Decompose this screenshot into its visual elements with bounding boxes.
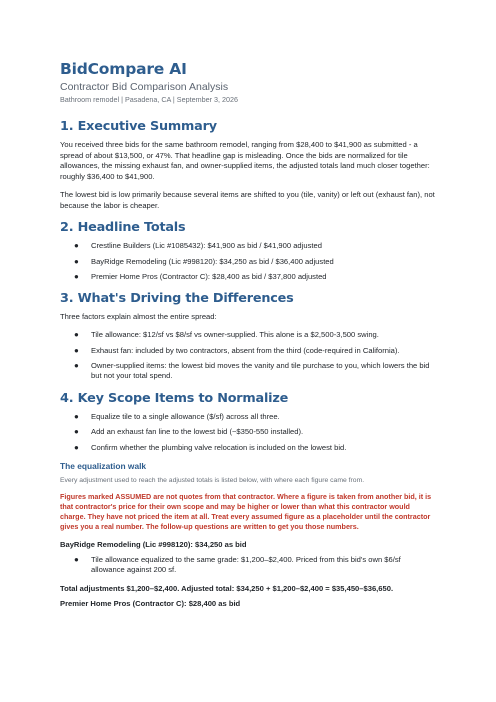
list-item-text: Add an exhaust fan line to the lowest bid (~$350-550 installed).	[91, 427, 304, 437]
walk-list	[60, 555, 436, 576]
brand-title: BidCompare AI	[60, 60, 187, 78]
list-item-text: Premier Home Pros (Contractor C): $28,400 as bid / $37,800 adjusted	[91, 272, 327, 282]
report-meta: Bathroom remodel | Pasadena, CA | September 3, 2026	[60, 95, 238, 104]
list-item-text: Confirm whether the plumbing valve relocation is included on the lowest bid.	[91, 442, 347, 452]
section-headline-totals	[60, 220, 436, 282]
list-item-text: Owner-supplied items: the lowest bid moves the vanity and tile purchase to you, which lowers the bid but not your total spend.	[91, 360, 430, 381]
bullet-icon: ●	[74, 360, 79, 370]
bullet-icon: ●	[74, 330, 79, 340]
list-item-text: BayRidge Remodeling (Lic #998120): $34,250 as bid / $36,400 adjusted	[91, 256, 334, 266]
walk-contractor-title: BayRidge Remodeling (Lic #998120): $34,250 as bid	[60, 539, 247, 549]
bullet-icon: ●	[74, 442, 79, 452]
section-heading: 3. What's Driving the Differences	[60, 291, 294, 307]
list-item	[60, 272, 436, 282]
summary-paragraph: The lowest bid is low primarily because several items are shifted to you (tile, vanity) or left out (exhaust fan), not because the labor is cheaper.	[60, 189, 435, 210]
walk-contractor-title: Premier Home Pros (Contractor C): $28,400 as bid	[60, 598, 241, 608]
normalize-list	[60, 412, 436, 453]
section-heading: 2. Headline Totals	[60, 220, 186, 236]
assumed-warning: Figures marked ASSUMED are not quotes from that contractor. Where a figure is taken from another bid, it is that contractor's price for their own scope and may be higher or lower than what this contractor would charge. They have not priced the item at all. Treat every assumed figure as a placeholder until the contractor gives you a real number. The follow-up questions are written to get you those numbers.	[60, 491, 432, 531]
list-item	[60, 330, 436, 340]
section-differences	[60, 291, 436, 381]
totals-list	[60, 241, 436, 282]
list-item	[60, 257, 436, 267]
bullet-icon: ●	[74, 241, 79, 251]
walk-total: Total adjustments $1,200–$2,400. Adjusted total: $34,250 + $1,200–$2,400 = $35,450–$36,650.	[60, 583, 394, 593]
differences-list	[60, 330, 436, 382]
bullet-icon: ●	[74, 554, 79, 564]
section-heading: 4. Key Scope Items to Normalize	[60, 390, 289, 406]
bullet-icon: ●	[74, 411, 79, 421]
summary-paragraph: You received three bids for the same bathroom remodel, ranging from $28,400 to $41,900 as submitted - a spread of about $13,500, or 47%. That headline gap is misleading. Once the bids are normalized for tile allowances, the missing exhaust fan, and owner-supplied items, the adjusted totals land much closer together: roughly $36,400 to $41,900.	[60, 140, 430, 182]
list-item-text: Crestline Builders (Lic #1085432): $41,900 as bid / $41,900 adjusted	[91, 241, 322, 251]
subsection-heading: The equalization walk	[60, 460, 147, 471]
report-subtitle: Contractor Bid Comparison Analysis	[60, 81, 229, 93]
list-item	[60, 555, 436, 576]
list-item-text: Exhaust fan: included by two contractors, absent from the third (code-required in California).	[91, 345, 400, 355]
list-item-text: Tile allowance: $12/sf vs $8/sf vs owner-supplied. This alone is a $2,500-3,500 swing.	[91, 330, 379, 340]
list-item-text: Tile allowance equalized to the same grade: $1,200–$2,400. Priced from this bid's own $6/sf allowance against 200 sf.	[91, 554, 401, 575]
list-item	[60, 427, 436, 437]
bullet-icon: ●	[74, 256, 79, 266]
list-item	[60, 412, 436, 422]
section-heading: 1. Executive Summary	[60, 119, 217, 134]
bullet-icon: ●	[74, 345, 79, 355]
bullet-icon: ●	[74, 272, 79, 282]
section-intro: Three factors explain almost the entire spread:	[60, 312, 217, 322]
list-item	[60, 241, 436, 251]
walk-note: Every adjustment used to reach the adjusted totals is listed below, with where each figure came from.	[60, 476, 365, 484]
section-normalize	[60, 391, 436, 608]
list-item	[60, 361, 436, 382]
bullet-icon: ●	[74, 427, 79, 437]
list-item	[60, 443, 436, 453]
list-item	[60, 346, 436, 356]
list-item-text: Equalize tile to a single allowance ($/sf) across all three.	[91, 411, 280, 421]
section-executive-summary	[60, 119, 436, 211]
